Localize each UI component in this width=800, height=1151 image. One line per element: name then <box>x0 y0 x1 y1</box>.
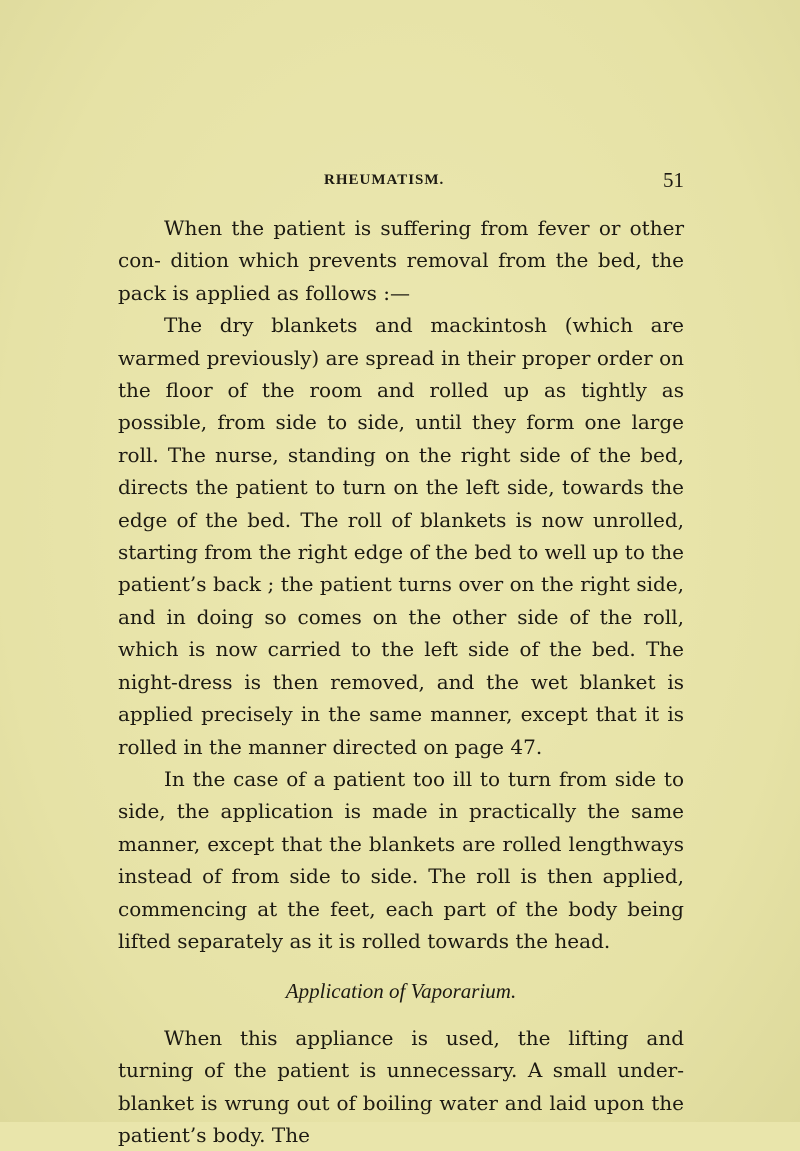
section-heading: Application of Vaporarium. <box>285 979 517 1004</box>
running-title: RHEUMATISM. <box>324 172 445 188</box>
paragraph-vaporarium: When this appliance is used, the lifting and turning of the patient is unnecessary. A small under-blanket is wrung out of boiling water and laid upon the patient’s body. The <box>118 1025 684 1147</box>
paragraph-too-ill: In the case of a patient too ill to turn from side to side, the application is made in practically the same manner, except that the blankets are rolled lengthways instead of from side to side. The roll is then applied, commencing at the feet, each part of the body being lifted separately as it is rolled towards the head. <box>118 766 684 953</box>
page-number: 51 <box>663 168 684 192</box>
paragraph-fever-condition: When the patient is suffering from fever or other con- dition which prevents removal from the bed, the pack is applied as follows :— <box>118 216 684 305</box>
body-text <box>118 212 684 1151</box>
running-head <box>118 168 684 196</box>
paragraph-dry-blankets: The dry blankets and mackintosh (which are warmed previously) are spread in their proper order on the floor of the room and rolled up as tightly as possible, from side to side, until they form one large roll. The nurse, standing on the right side of the bed, directs the patient to turn on the left side, towards the edge of the bed. The roll of blankets is now unrolled, starting from the right edge of the bed to well up to the patient’s back ; the patient turns over on the right side, and in doing so comes on the other side of the roll, which is now carried to the left side of the bed. The night-dress is then removed, and the wet blanket is applied precisely in the same manner, except that it is rolled in the manner directed on page 47. <box>118 313 684 759</box>
